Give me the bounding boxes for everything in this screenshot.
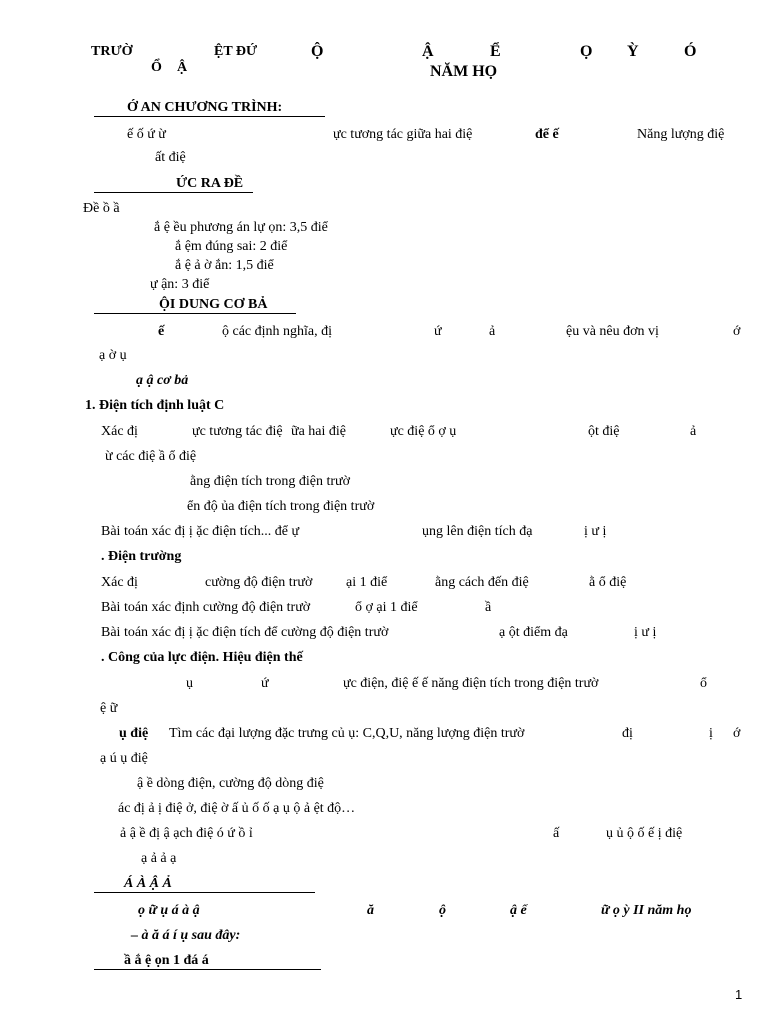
header-title-fragment: Ể <box>490 43 501 60</box>
topic-line: ạ ột điểm đạ <box>499 625 568 640</box>
topic-line: ấ <box>553 826 560 841</box>
exercise-line: ữ ọ ỳ II năm họ <box>601 903 692 918</box>
topic-line: ại 1 điể <box>346 575 388 590</box>
topic-line: ậ ề dòng điện, cường độ dòng điệ <box>137 776 324 791</box>
exercise-line: – à ă á í ụ sau đây: <box>131 928 241 943</box>
format-line: ắ ệ ả ờ ắn: 1,5 điể <box>175 258 274 273</box>
exercise-line: ộ <box>439 903 446 918</box>
topic-line: Bài toán xác đị ị ặc điện tích... để ự <box>101 524 300 539</box>
topic-title: . Công của lực điện. Hiệu điện thế <box>101 650 303 665</box>
topic-line: cường độ điện trườ <box>205 575 313 590</box>
topic-line: ổ <box>700 676 707 691</box>
topic-line: ằng cách đến điệ <box>435 575 529 590</box>
section-heading-exercises <box>94 876 315 893</box>
topic-line: ột điệ <box>588 424 620 439</box>
header-title-fragment: Ỳ <box>627 43 639 60</box>
format-line: ắ ệ ều phương án lự ọn: 3,5 điể <box>154 220 328 235</box>
topic-line: ển độ ủa điện tích trong điện trườ <box>187 499 375 514</box>
content-intro: ộ các định nghĩa, đị <box>222 324 333 339</box>
header-year: NĂM HỌ <box>430 63 498 80</box>
exercise-line: ọ ữ ụ á à ậ <box>138 903 200 918</box>
topic-line: ầ <box>485 600 492 615</box>
topic-line: ữa hai điệ <box>291 424 347 439</box>
content-intro: ạ ờ ụ <box>99 348 127 363</box>
topic-line: ác đị ả ị điệ ở, điệ ờ ấ ủ ố ố ạ ụ ộ ả ệt độ… <box>118 801 356 816</box>
topic-line: ị <box>709 726 713 741</box>
topic-line: ớ <box>733 726 741 741</box>
header-title-fragment: Ó <box>684 43 697 60</box>
topic-line: ứ <box>261 676 269 691</box>
topic-line: ằng điện tích trong điện trườ <box>190 474 351 489</box>
section-heading-content <box>94 297 296 314</box>
format-line: ự ận: 3 điể <box>150 277 210 292</box>
header-school: TRƯỜ <box>91 44 133 59</box>
topic-line: Bài toán xác đị ị ặc điện tích để cường độ điện trườ <box>101 625 389 640</box>
topic-title: . Điện trường <box>101 549 182 564</box>
topic-line: ụ ủ ộ ố ế ị điệ <box>606 826 683 841</box>
topic-line: ực điệ ổ ợ ụ <box>390 424 457 439</box>
topic-line: ạ ú ụ điệ <box>100 751 148 766</box>
exercise-line: ậ ể <box>510 903 527 918</box>
topic-line: ụ <box>186 676 193 691</box>
exercise-line: ă <box>367 903 374 918</box>
topic-line: ị ư ị <box>584 524 607 539</box>
topic-line: ạ ả ả ạ <box>141 851 177 866</box>
section-heading-exercises-text: Á À Ậ Ả <box>124 876 172 891</box>
header-title-fragment: Ậ <box>422 43 434 60</box>
topic-title: 1. Điện tích định luật C <box>85 398 225 413</box>
topic-line: đị <box>622 726 633 741</box>
topic-line: ệ ữ <box>100 701 118 716</box>
scope-line: ế ố ứ ừ <box>127 127 166 142</box>
content-intro: ế <box>158 324 165 339</box>
header-fragment: Ậ <box>177 60 188 75</box>
section-heading-format-text: ỨC RA ĐỀ <box>176 176 244 191</box>
topic-line: ực tương tác điệ <box>192 424 283 439</box>
topic-line: ả ậ ề đị ậ ạch điệ ó ứ ồ ỉ <box>120 826 253 841</box>
format-line: Đề ồ ầ <box>83 201 120 216</box>
topic-line: ằ ổ điệ <box>589 575 627 590</box>
topic-line: ả <box>690 424 697 439</box>
exercise-part-heading <box>94 953 321 970</box>
topic-line: Tìm các đại lượng đặc trưng củ ụ: C,Q,U, năng lượng điện trườ <box>169 726 525 741</box>
section-heading-content-text: ỘI DUNG CƠ BẢ <box>159 297 268 312</box>
section-heading-scope-text: Ớ AN CHƯƠNG TRÌNH: <box>127 100 283 115</box>
topic-line: ị ư ị <box>634 625 657 640</box>
topic-line: ực điện, điệ ế ế năng điện tích trong điện trườ <box>343 676 599 691</box>
header-title-fragment: Ọ <box>580 43 593 60</box>
header-title-fragment: Ộ <box>311 43 324 60</box>
topic-line: ổ ợ ại 1 điể <box>355 600 418 615</box>
exercise-part-heading-text: ầ ắ ệ ọn 1 đá á <box>124 953 209 968</box>
scope-line: ực tương tác giữa hai điệ <box>333 127 473 142</box>
topic-line: ụng lên điện tích đạ <box>422 524 533 539</box>
page-number: 1 <box>735 987 743 1002</box>
content-intro: ệu và nêu đơn vị <box>566 324 659 339</box>
content-intro: ứ <box>434 324 442 339</box>
header-fragment: Ổ <box>151 60 162 75</box>
topic-line: Bài toán xác định cường độ điện trườ <box>101 600 311 615</box>
format-line: ắ ệm đúng sai: 2 điể <box>175 239 288 254</box>
scope-line: Năng lượng điệ <box>637 127 725 142</box>
topic-label: ụ điệ <box>119 726 149 741</box>
section-heading-scope <box>94 100 325 117</box>
content-intro: ớ <box>733 324 741 339</box>
topic-line: Xác đị <box>101 575 138 590</box>
section-heading-format <box>94 176 253 193</box>
topic-line: Xác đị <box>101 424 138 439</box>
header-fragment: ỆT ĐỨ <box>214 44 258 59</box>
content-subheading: ạ ậ cơ bả <box>136 373 189 388</box>
scope-line: để ế <box>535 127 559 142</box>
scope-line: ất điệ <box>155 150 186 165</box>
content-intro: ả <box>489 324 496 339</box>
topic-line: ừ các điệ ầ ổ điệ <box>105 449 197 464</box>
